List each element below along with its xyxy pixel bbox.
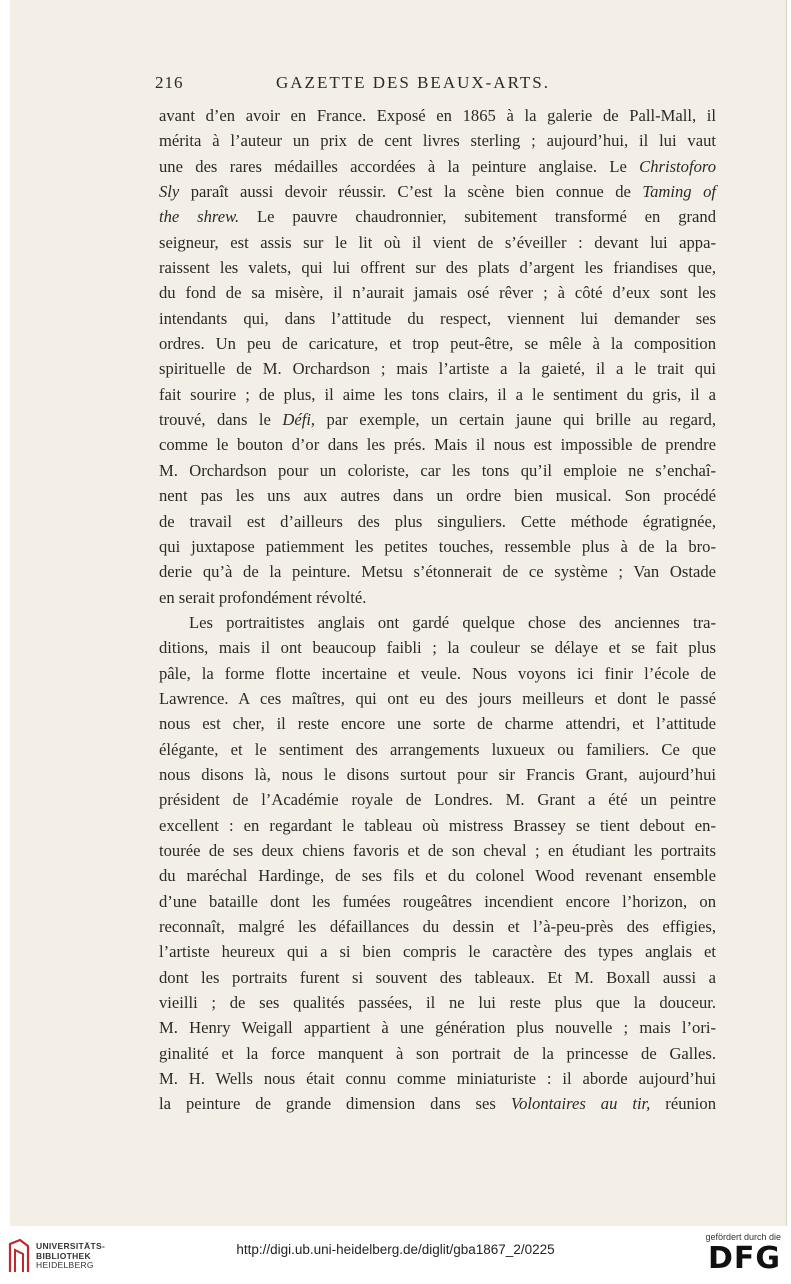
text-segment: dont les portraits furent si souvent des tableaux. Et M. Boxall aussi a xyxy=(159,967,716,987)
text-segment: d’une bataille dont les fumées rougeâtres incendient encore l’horizon, on xyxy=(159,891,716,911)
text-line xyxy=(159,103,716,128)
text-segment: du maréchal Hardinge, de ses fils et du colonel Wood revenant ensemble xyxy=(159,866,716,886)
text-segment: comme le bouton d’or dans les prés. Mais il nous est impossible de prendre xyxy=(159,435,716,455)
text-line xyxy=(159,965,716,990)
text-line xyxy=(159,1091,716,1116)
text-line xyxy=(159,382,716,407)
text-segment: qui juxtapose patiemment les petites touches, ressemble plus à de la bro- xyxy=(159,536,716,556)
text-segment: président de l’Académie royale de Londres. M. Grant a été un peintre xyxy=(159,790,716,810)
italic-title: Défi, xyxy=(282,410,316,430)
italic-title: Sly xyxy=(159,182,180,202)
text-line xyxy=(159,432,716,457)
text-line xyxy=(159,787,716,812)
text-segment: derie qu’à de la peinture. Metsu s’étonnerait de ce système ; Van Ostade xyxy=(159,562,716,582)
dfg-caption: gefördert durch die xyxy=(705,1232,781,1242)
text-segment: élégante, et le sentiment des arrangements luxueux ou familiers. Ce que xyxy=(159,739,716,759)
italic-title: Volontaires au tir, xyxy=(510,1094,651,1114)
text-line xyxy=(159,534,716,559)
text-line xyxy=(159,838,716,863)
text-line xyxy=(159,1041,716,1066)
text-segment: M. H. Wells nous était connu comme miniaturiste : il aborde aujourd’hui xyxy=(159,1069,716,1089)
text-segment: ditions, mais il ont beaucoup faibli ; la couleur se délaye et se fait plus xyxy=(159,638,716,658)
text-segment: Les portraitistes anglais ont gardé quelque chose des anciennes tra- xyxy=(189,612,716,632)
text-line xyxy=(159,661,716,686)
dfg-wordmark: DFG xyxy=(707,1241,781,1276)
text-line xyxy=(159,128,716,153)
italic-title: the shrew. xyxy=(159,207,240,227)
text-segment: mérita à l’auteur un prix de cent livres sterling ; aujourd’hui, il lui vaut xyxy=(159,131,716,151)
text-line xyxy=(159,686,716,711)
text-segment: nous disons là, nous le disons surtout pour sir Francis Grant, aujourd’hui xyxy=(159,764,716,784)
text-line xyxy=(159,610,716,635)
footer-bar xyxy=(0,1226,791,1284)
text-segment: avant d’en avoir en France. Exposé en 1865 à la galerie de Pall-Mall, il xyxy=(159,106,716,125)
italic-title: Taming of xyxy=(642,182,716,202)
text-line xyxy=(159,356,716,381)
text-segment: ginalité et la force manquent à son portrait de la princesse de Galles. xyxy=(159,1043,716,1063)
text-line xyxy=(159,509,716,534)
text-segment: paraît aussi devoir réussir. C’est la scène bien connue de xyxy=(179,182,643,202)
text-segment: spirituelle de M. Orchardson ; mais l’artiste a la gaieté, il a le trait qui xyxy=(159,359,716,379)
text-line xyxy=(159,585,716,610)
text-segment: pâle, la forme flotte incertaine et veule. Nous voyons ici finir l’école de xyxy=(159,663,716,683)
text-line xyxy=(159,179,716,204)
text-segment: réunion xyxy=(650,1094,716,1114)
text-segment: ordres. Un peu de caricature, et trop peut-être, se mêle à la composition xyxy=(159,334,716,354)
text-line xyxy=(159,154,716,179)
text-line xyxy=(159,990,716,1015)
scanned-page xyxy=(10,0,787,1226)
text-line xyxy=(159,280,716,305)
text-line xyxy=(159,306,716,331)
text-line xyxy=(159,939,716,964)
text-line xyxy=(159,813,716,838)
text-line xyxy=(159,483,716,508)
text-segment: tourée de ses deux chiens favoris et de son cheval ; en étudiant les portraits xyxy=(159,840,716,860)
text-line xyxy=(159,1015,716,1040)
text-line xyxy=(159,407,716,432)
text-segment: nent pas les uns aux autres dans un ordre bien musical. Son procédé xyxy=(159,486,716,506)
body-text xyxy=(159,103,716,1117)
text-line xyxy=(159,889,716,914)
text-segment: Lawrence. A ces maîtres, qui ont eu des jours meilleurs et dont le passé xyxy=(159,688,716,708)
permalink-url[interactable]: http://digi.ub.uni-heidelberg.de/diglit/gba1867_2/0225 xyxy=(236,1242,555,1257)
text-line xyxy=(159,863,716,888)
text-line xyxy=(159,559,716,584)
text-segment: excellent : en regardant le tableau où mistress Brassey se tient debout en- xyxy=(159,815,716,835)
text-line xyxy=(159,737,716,762)
text-segment: trouvé, dans le xyxy=(159,410,283,430)
page-header xyxy=(10,73,786,95)
page-number: 216 xyxy=(155,73,184,92)
text-segment: M. Orchardson pour un coloriste, car les tons qu’il emploie ne s’enchaî- xyxy=(159,460,716,480)
text-segment: fait sourire ; de plus, il aime les tons clairs, il a le sentiment du gris, il a xyxy=(159,384,716,404)
italic-title: Christoforo xyxy=(639,156,716,176)
text-line xyxy=(159,230,716,255)
text-line xyxy=(159,255,716,280)
text-line xyxy=(159,458,716,483)
text-line xyxy=(159,204,716,229)
text-line xyxy=(159,762,716,787)
text-line xyxy=(159,711,716,736)
text-segment: Le pauvre chaudronnier, subitement transformé en grand xyxy=(239,207,716,227)
text-segment: raissent les valets, qui lui offrent sur des plats d’argent les friandises que, xyxy=(159,258,716,278)
text-segment: en serait profondément révolté. xyxy=(159,587,367,607)
text-segment: l’artiste heureux qui a si bien compris le caractère des types anglais et xyxy=(159,942,716,962)
text-segment: du fond de sa misère, il n’aurait jamais osé rêver ; à côté d’eux sont les xyxy=(159,283,716,303)
dfg-logo[interactable] xyxy=(691,1232,781,1274)
text-segment: seigneur, est assis sur le lit où il vient de s’éveiller : devant lui appa- xyxy=(159,232,716,252)
text-segment: intendants qui, dans l’attitude du respect, viennent lui demander ses xyxy=(159,308,716,328)
text-segment: de travail est d’ailleurs des plus singuliers. Cette méthode égratignée, xyxy=(159,511,716,531)
text-segment: M. Henry Weigall appartient à une génération plus nouvelle ; mais l’ori- xyxy=(159,1018,716,1038)
text-line xyxy=(159,1066,716,1091)
text-segment: reconnaît, malgré les défaillances du dessin et l’à-peu-près des effigies, xyxy=(159,917,716,936)
text-segment: nous est cher, il reste encore une sorte de charme attendri, et l’attitude xyxy=(159,714,716,734)
running-title: GAZETTE DES BEAUX-ARTS. xyxy=(276,73,550,92)
text-segment: vieilli ; de ses qualités passées, il ne lui reste plus que la douceur. xyxy=(159,993,716,1013)
logo-text: UNIVERSITÄTS- BIBLIOTHEK HEIDELBERG xyxy=(36,1241,106,1270)
text-line xyxy=(159,635,716,660)
text-line xyxy=(159,331,716,356)
text-line xyxy=(159,914,716,939)
text-segment: la peinture de grande dimension dans ses xyxy=(159,1094,511,1114)
text-segment: une des rares médailles accordées à la peinture anglaise. Le xyxy=(159,156,640,176)
text-segment: par exemple, un certain jaune qui brille au regard, xyxy=(315,410,716,430)
